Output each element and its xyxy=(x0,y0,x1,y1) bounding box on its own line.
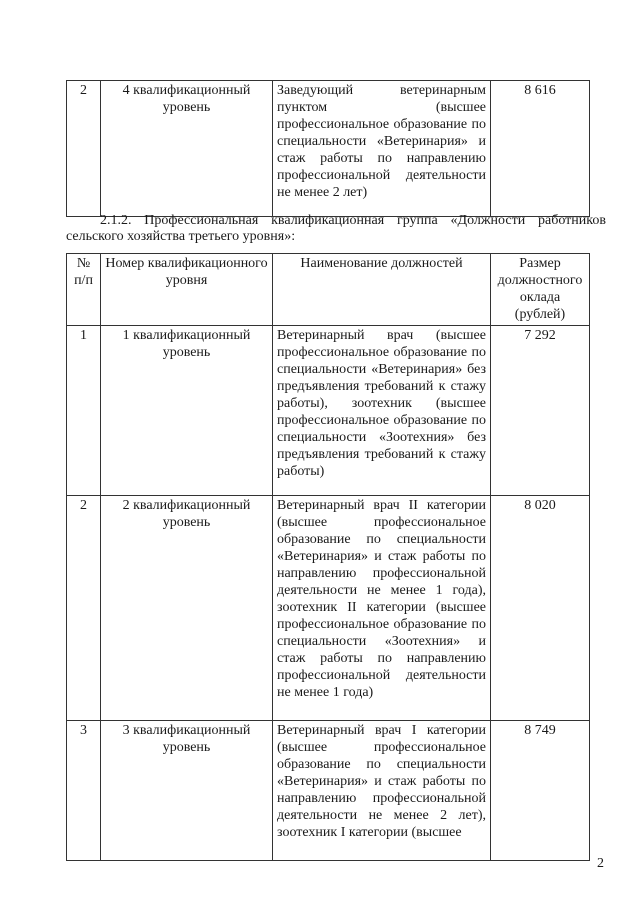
qualification-level: 3 квалификационный уровень xyxy=(101,721,273,861)
header-level: Номер квалификационного уровня xyxy=(101,254,273,326)
position-name: Ветеринарный врач II категории (высшее профессиональное образование по специальности «Ветеринария» и стаж работы по направлению профессиональной деятельности не менее 1 года), зоотехник II категории (высшее профессиональное образование по специальности «Зоотехния» и стаж работы по направлению профессиональной деятельности не менее 1 года) xyxy=(273,496,491,721)
position-name: Ветеринарный врач I категории (высшее профессиональное образование по специальности «Ветеринария» и стаж работы по направлению профессиональной деятельности не менее 2 лет), зоотехник I категории (высшее xyxy=(273,721,491,861)
section-caption-text: 2.1.2. Профессиональная квалификационная группа «Должности работников сельского хозяйства третьего уровня»: xyxy=(66,213,606,244)
table-row xyxy=(67,496,590,721)
salary-value: 8 020 xyxy=(491,496,590,721)
row-number: 2 xyxy=(67,496,101,721)
position-name: Заведующий ветеринарным пунктом (высшее профессиональное образование по специальности «Ветеринария» и стаж работы по направлению профессиональной деятельности не менее 2 лет) xyxy=(273,81,491,217)
qualification-level: 4 квалификационный уровень xyxy=(101,81,273,217)
continued-table xyxy=(66,80,590,217)
position-name: Ветеринарный врач (высшее профессиональное образование по специальности «Ветеринария» без предъявления требований к стажу работы), зоотехник (высшее профессиональное образование по специальности «Зоотехния» без предъявления требований к стажу работы) xyxy=(273,326,491,496)
section-caption xyxy=(66,213,606,245)
salary-value: 8 749 xyxy=(491,721,590,861)
qualification-level: 1 квалификационный уровень xyxy=(101,326,273,496)
page-number: 2 xyxy=(597,856,604,871)
header-num: № п/п xyxy=(67,254,101,326)
header-name: Наименование должностей xyxy=(273,254,491,326)
header-salary: Размер должностного оклада (рублей) xyxy=(491,254,590,326)
table-row xyxy=(67,81,590,217)
row-number: 2 xyxy=(67,81,101,217)
qualification-level: 2 квалификационный уровень xyxy=(101,496,273,721)
table-header-row xyxy=(67,254,590,326)
row-number: 1 xyxy=(67,326,101,496)
salary-value: 7 292 xyxy=(491,326,590,496)
salary-value: 8 616 xyxy=(491,81,590,217)
salary-table xyxy=(66,253,590,861)
row-number: 3 xyxy=(67,721,101,861)
table-row xyxy=(67,326,590,496)
table-row xyxy=(67,721,590,861)
